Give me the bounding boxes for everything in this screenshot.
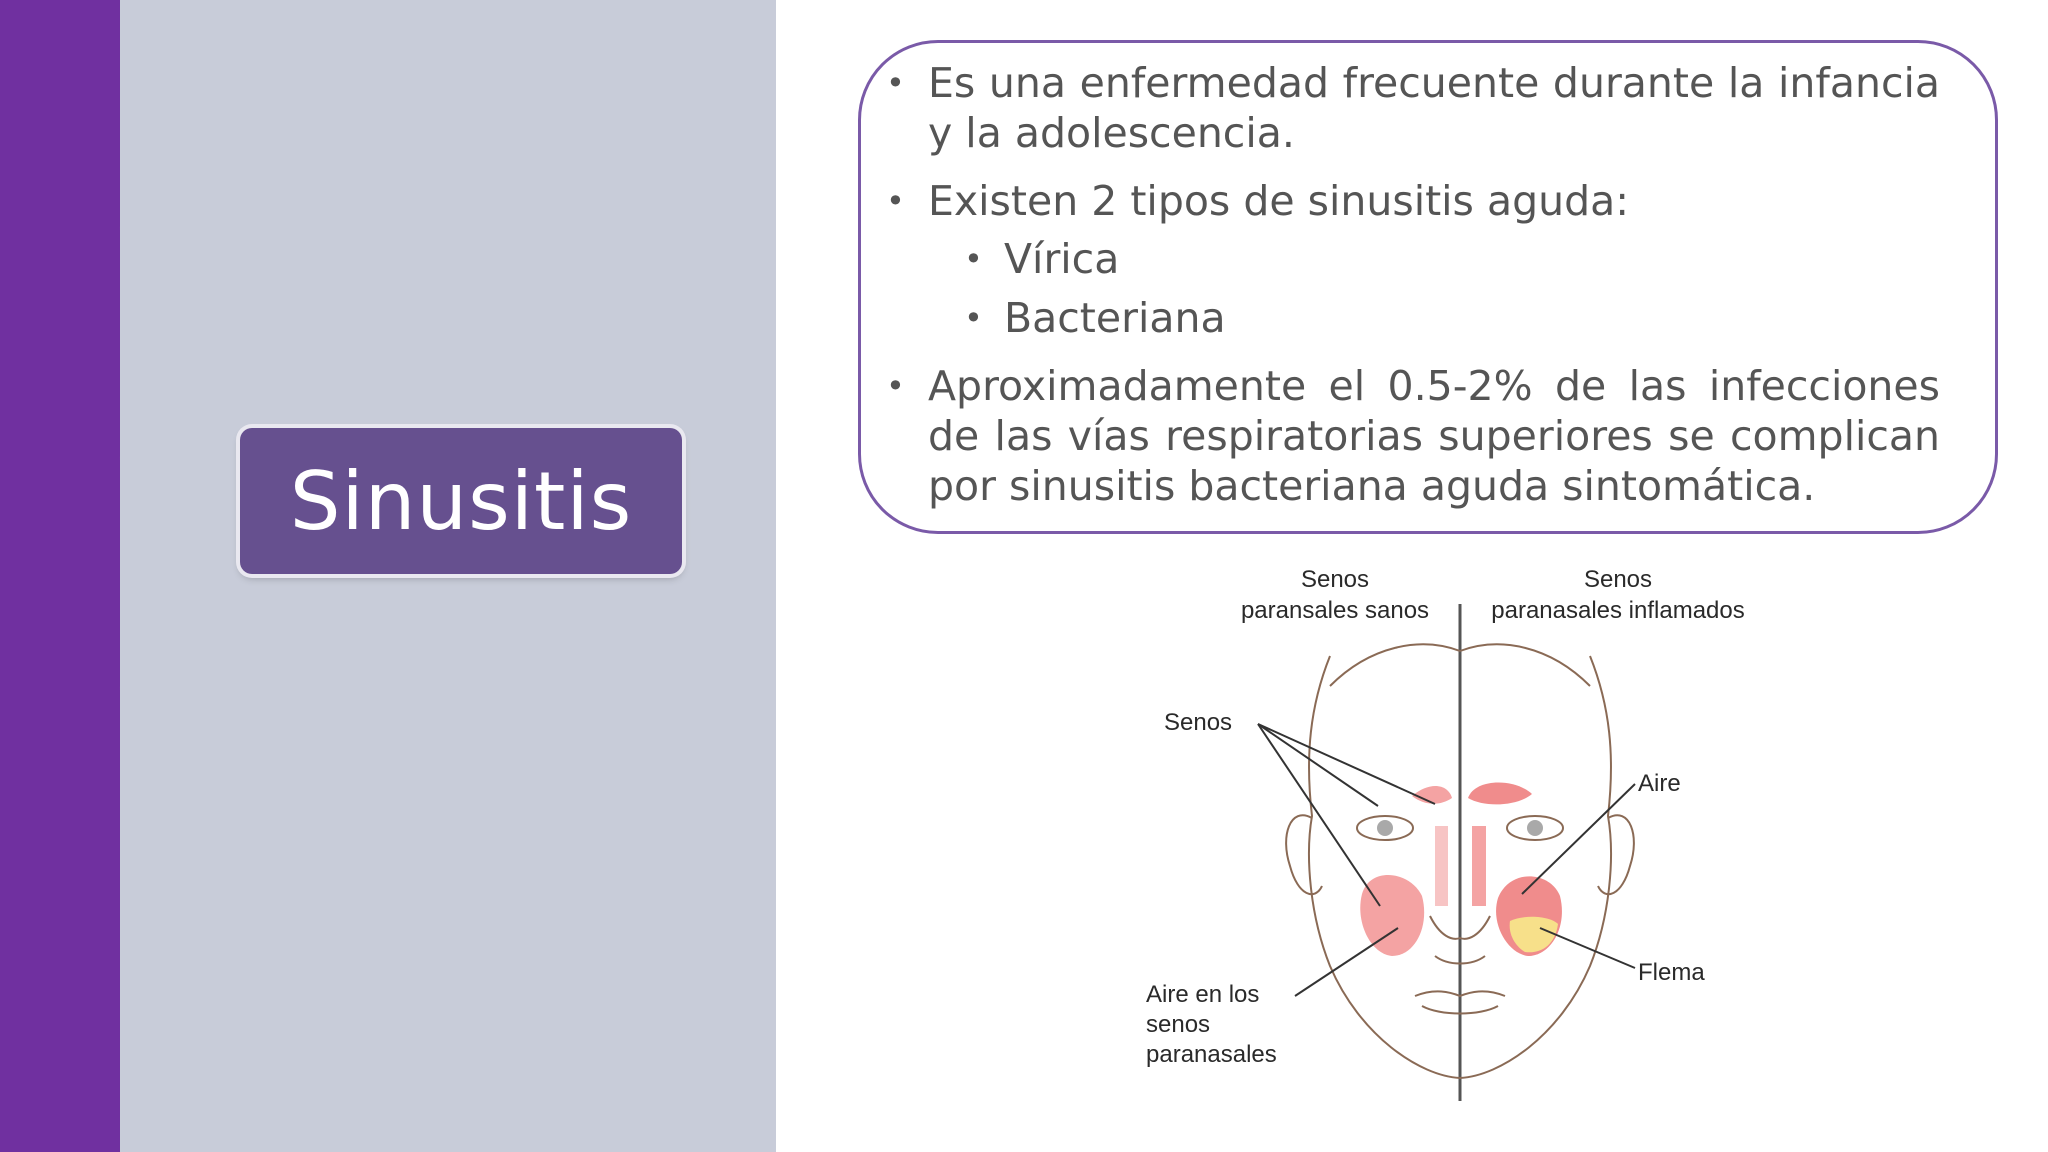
label-aire: Aire: [1638, 770, 1681, 797]
sinus-diagram: [1130, 556, 1790, 1116]
left-panel: [120, 0, 776, 1152]
sub-bullet-text: Vírica: [1004, 235, 1120, 283]
sub-bullet-item: [886, 234, 1940, 284]
bullet-item: [886, 176, 1940, 226]
bullet-dot-icon: •: [886, 367, 905, 405]
heading-right-line1: Senos: [1583, 566, 1653, 593]
heading-left-line2: paransales sanos: [1240, 597, 1430, 624]
sub-bullet-item: [886, 293, 1940, 343]
bullet-dot-icon: •: [886, 182, 905, 220]
bullet-text: Aproximadamente el 0.5-2% de las infecciones de las vías respiratorias superiores se complican por sinusitis bacteriana aguda sintomática.: [928, 362, 1940, 510]
label-senos: Senos: [1164, 709, 1233, 736]
label-aire-senos-line3: paranasales: [1146, 1041, 1277, 1068]
heading-right-line2: paranasales inflamados: [1491, 597, 1745, 624]
bullet-text: Es una enfermedad frecuente durante la infancia y la adolescencia.: [928, 59, 1940, 157]
bullet-list: [886, 58, 1940, 529]
title-box: [240, 428, 682, 574]
bullet-dot-icon: •: [886, 64, 905, 102]
bullet-item: [886, 58, 1940, 158]
label-flema: Flema: [1638, 959, 1705, 986]
label-aire-senos-line1: Aire en los: [1146, 981, 1260, 1008]
slide-title: Sinusitis: [289, 454, 633, 548]
sub-bullet-text: Bacteriana: [1004, 294, 1226, 342]
bullet-item: [886, 361, 1940, 511]
label-aire-senos-line2: senos: [1146, 1011, 1211, 1038]
bullet-dot-icon: •: [964, 240, 983, 278]
bullet-dot-icon: •: [964, 299, 983, 337]
heading-left-line1: Senos: [1300, 566, 1370, 593]
bullet-text: Existen 2 tipos de sinusitis aguda:: [928, 177, 1630, 225]
